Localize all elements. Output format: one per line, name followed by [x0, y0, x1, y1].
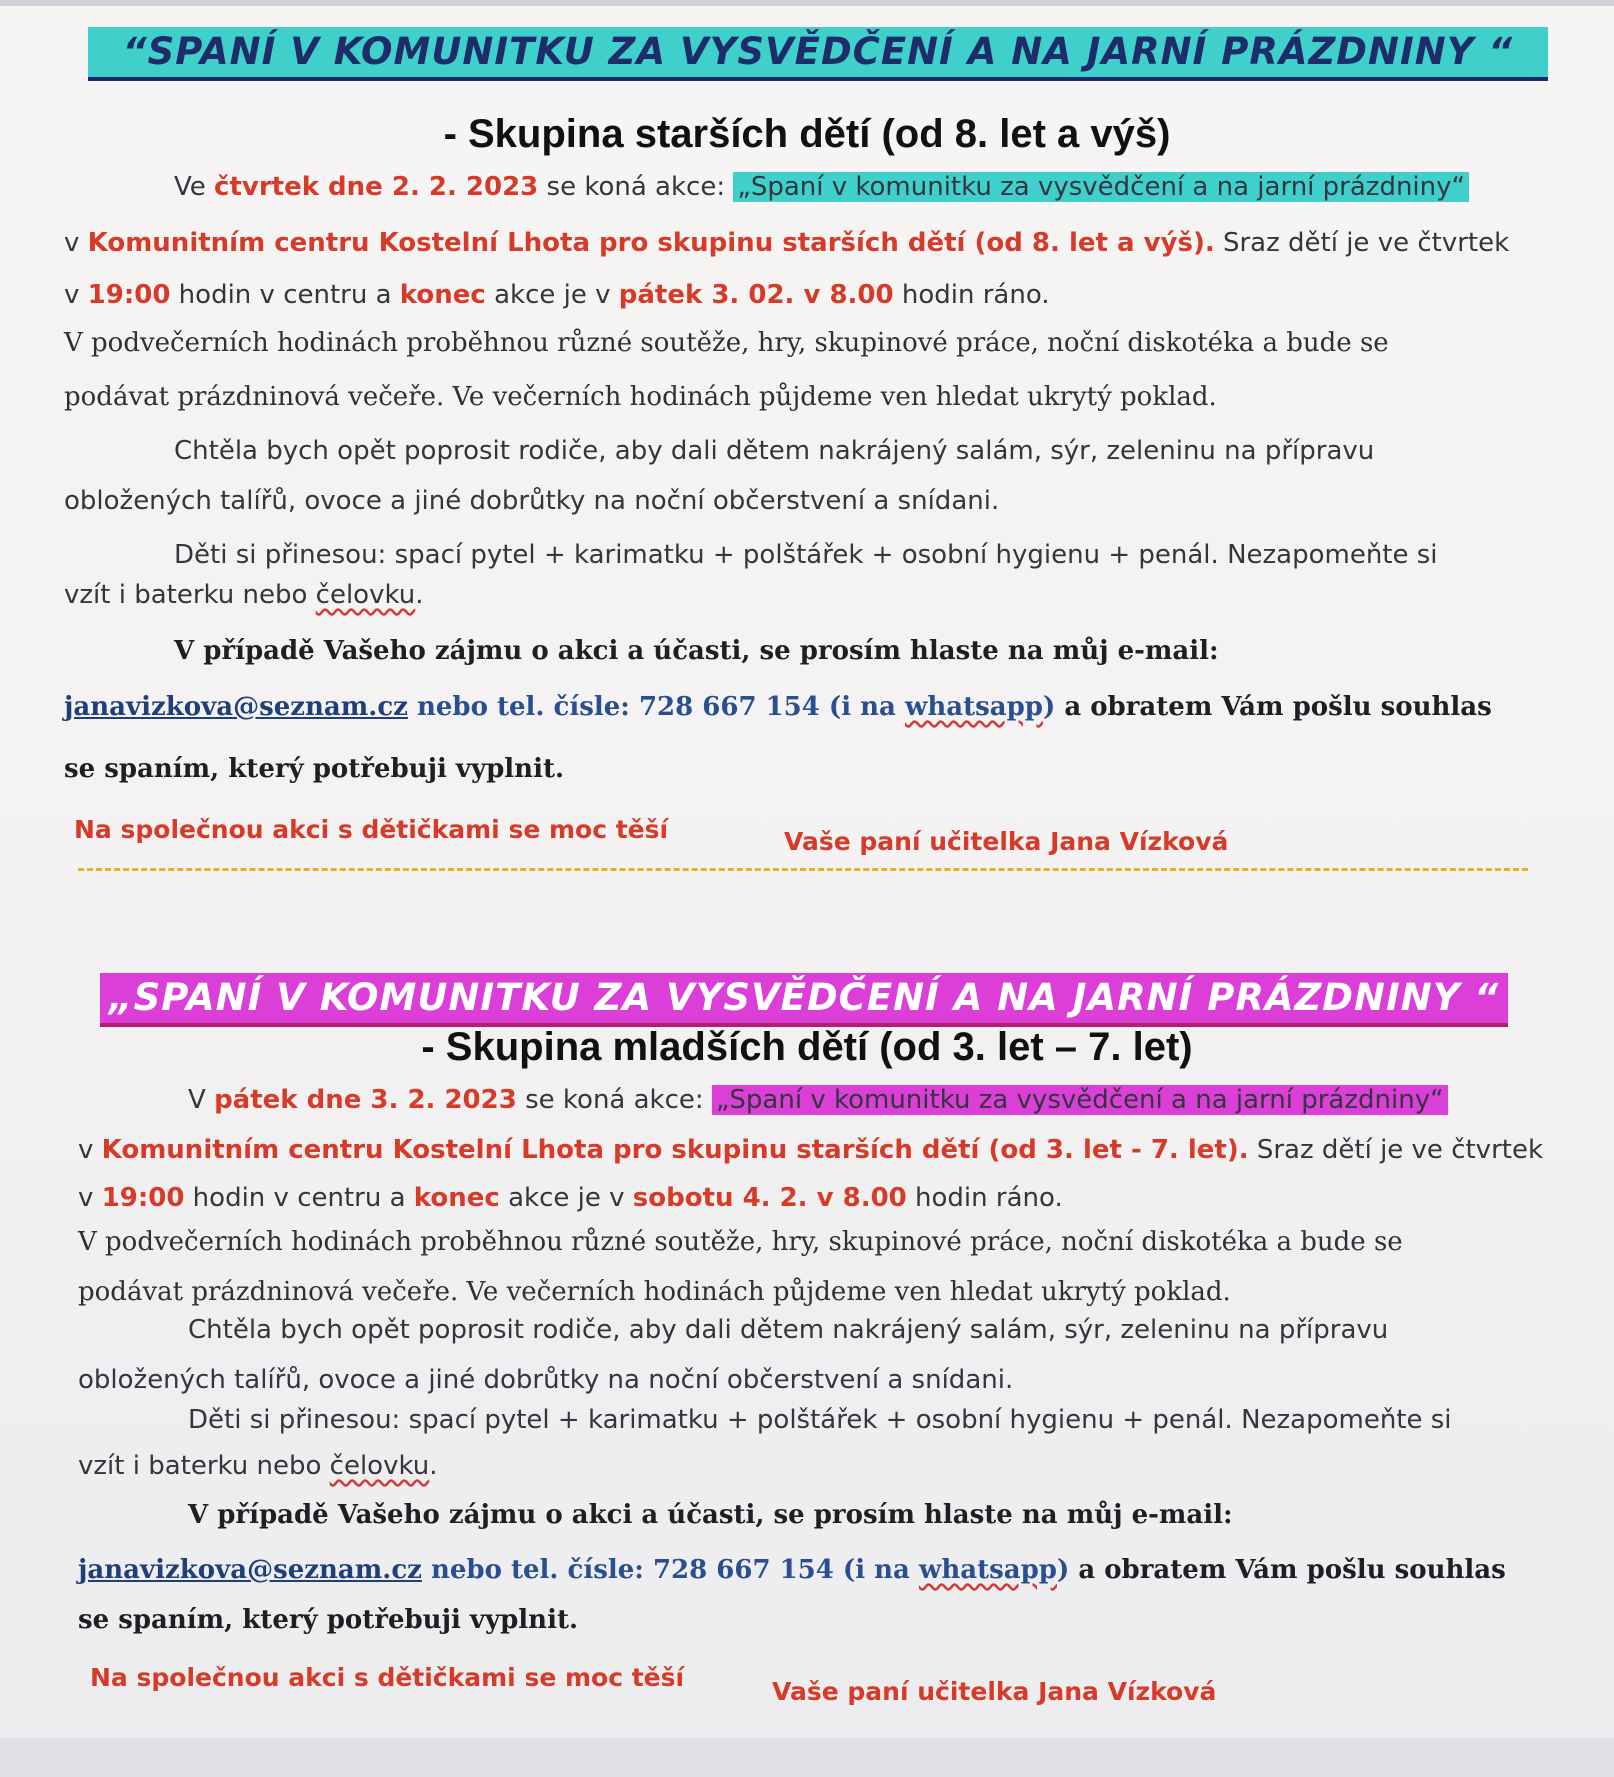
spellcheck-word: čelovku — [329, 1451, 430, 1481]
contact-line: janavizkova@seznam.cz nebo tel. čísle: 728 667 154 (i na whatsapp) a obratem Vám pošlu souhlas — [78, 1555, 1506, 1585]
food-paragraph-line2: obložených talířů, ovoce a jiné dobrůtky na noční občerstvení a snídani. — [64, 486, 1000, 516]
top-border — [0, 0, 1614, 6]
activities-paragraph-line2: podávat prázdninová večeře. Ve večerních hodinách půjdeme ven hledat ukrytý poklad. — [78, 1277, 1231, 1307]
phone-text: nebo tel. čísle: 728 667 154 (i na — [407, 692, 905, 722]
contact-intro: V případě Vašeho zájmu o akci a účasti, se prosím hlaste na můj e-mail: — [188, 1500, 1233, 1530]
food-paragraph-line1: Chtěla bych opět poprosit rodiče, aby dali dětem nakrájený salám, sýr, zeleninu na přípravu — [188, 1315, 1389, 1345]
event-date: čtvrtek dne 2. 2. 2023 — [214, 172, 539, 202]
packing-paragraph-line2: vzít i baterku nebo čelovku. — [64, 580, 424, 610]
event-name-highlight: „Spaní v komunitku za vysvědčení a na jarní prázdniny“ — [733, 172, 1469, 202]
start-time: 19:00 — [101, 1183, 185, 1213]
activities-paragraph-line1: V podvečerních hodinách proběhnou různé soutěže, hry, skupinové práce, noční diskotéka a bude se — [78, 1227, 1403, 1257]
packing-paragraph-line1: Děti si přinesou: spací pytel + karimatku + polštářek + osobní hygienu + penál. Nezapomeňte si — [188, 1405, 1452, 1435]
event-location: Komunitním centru Kostelní Lhota pro skupinu starších dětí (od 8. let a výš). — [87, 228, 1215, 258]
food-paragraph-line1: Chtěla bych opět poprosit rodiče, aby dali dětem nakrájený salám, sýr, zeleninu na přípravu — [174, 436, 1375, 466]
signoff-left: Na společnou akci s dětičkami se moc těší — [90, 1663, 685, 1692]
event-date-line: Ve čtvrtek dne 2. 2. 2023 se koná akce: „Spaní v komunitku za vysvědčení a na jarní prázdniny“ — [64, 172, 1614, 202]
bottom-edge — [0, 1738, 1614, 1777]
signoff-left: Na společnou akci s dětičkami se moc těší — [74, 815, 669, 844]
packing-paragraph-line1: Děti si přinesou: spací pytel + karimatku + polštářek + osobní hygienu + penál. Nezapomeňte si — [174, 540, 1438, 570]
email-link[interactable]: janavizkova@seznam.cz — [78, 1555, 422, 1585]
flyer-subtitle: - Skupina starších dětí (od 8. let a výš) — [443, 112, 1171, 156]
event-location-line: v Komunitním centru Kostelní Lhota pro skupinu starších dětí (od 3. let - 7. let). Sraz dětí je ve čtvrtek — [78, 1135, 1544, 1165]
event-time-line: v 19:00 hodin v centru a konec akce je v pátek 3. 02. v 8.00 hodin ráno. — [64, 280, 1050, 310]
start-time: 19:00 — [87, 280, 171, 310]
contact-line: janavizkova@seznam.cz nebo tel. čísle: 728 667 154 (i na whatsapp) a obratem Vám pošlu souhlas — [64, 692, 1492, 722]
phone-text: nebo tel. čísle: 728 667 154 (i na — [421, 1555, 919, 1585]
event-date: pátek dne 3. 2. 2023 — [214, 1085, 517, 1115]
flyer-title: „SPANÍ V KOMUNITKU ZA VYSVĚDČENÍ A NA JARNÍ PRÁZDNINY “ — [100, 973, 1508, 1027]
section-divider — [78, 868, 1528, 871]
event-location: Komunitním centru Kostelní Lhota pro skupinu starších dětí (od 3. let - 7. let). — [101, 1135, 1249, 1165]
event-name-highlight: „Spaní v komunitku za vysvědčení a na jarní prázdniny“ — [712, 1085, 1448, 1115]
packing-paragraph-line2: vzít i baterku nebo čelovku. — [78, 1451, 438, 1481]
event-location-line: v Komunitním centru Kostelní Lhota pro skupinu starších dětí (od 8. let a výš). Sraz dětí je ve čtvrtek — [64, 228, 1510, 258]
activities-paragraph-line1: V podvečerních hodinách proběhnou různé soutěže, hry, skupinové práce, noční diskotéka a bude se — [64, 328, 1389, 358]
event-date-line: V pátek dne 3. 2. 2023 se koná akce: „Spaní v komunitku za vysvědčení a na jarní prázdniny“ — [78, 1085, 1614, 1115]
contact-line-end: se spaním, který potřebuji vyplnit. — [64, 754, 565, 784]
end-time: sobotu 4. 2. v 8.00 — [632, 1183, 907, 1213]
food-paragraph-line2: obložených talířů, ovoce a jiné dobrůtky na noční občerstvení a snídani. — [78, 1365, 1014, 1395]
signoff-right: Vaše paní učitelka Jana Vízková — [772, 1677, 1217, 1706]
contact-line-end: se spaním, který potřebuji vyplnit. — [78, 1605, 579, 1635]
event-time-line: v 19:00 hodin v centru a konec akce je v sobotu 4. 2. v 8.00 hodin ráno. — [78, 1183, 1063, 1213]
spellcheck-word: čelovku — [315, 580, 416, 610]
flyer-title: “SPANÍ V KOMUNITKU ZA VYSVĚDČENÍ A NA JARNÍ PRÁZDNINY “ — [88, 27, 1548, 81]
email-link[interactable]: janavizkova@seznam.cz — [64, 692, 408, 722]
flyer-subtitle: - Skupina mladších dětí (od 3. let – 7. let) — [421, 1025, 1193, 1069]
contact-intro: V případě Vašeho zájmu o akci a účasti, se prosím hlaste na můj e-mail: — [174, 636, 1219, 666]
signoff-right: Vaše paní učitelka Jana Vízková — [784, 827, 1229, 856]
end-time: pátek 3. 02. v 8.00 — [618, 280, 894, 310]
activities-paragraph-line2: podávat prázdninová večeře. Ve večerních hodinách půjdeme ven hledat ukrytý poklad. — [64, 382, 1217, 412]
